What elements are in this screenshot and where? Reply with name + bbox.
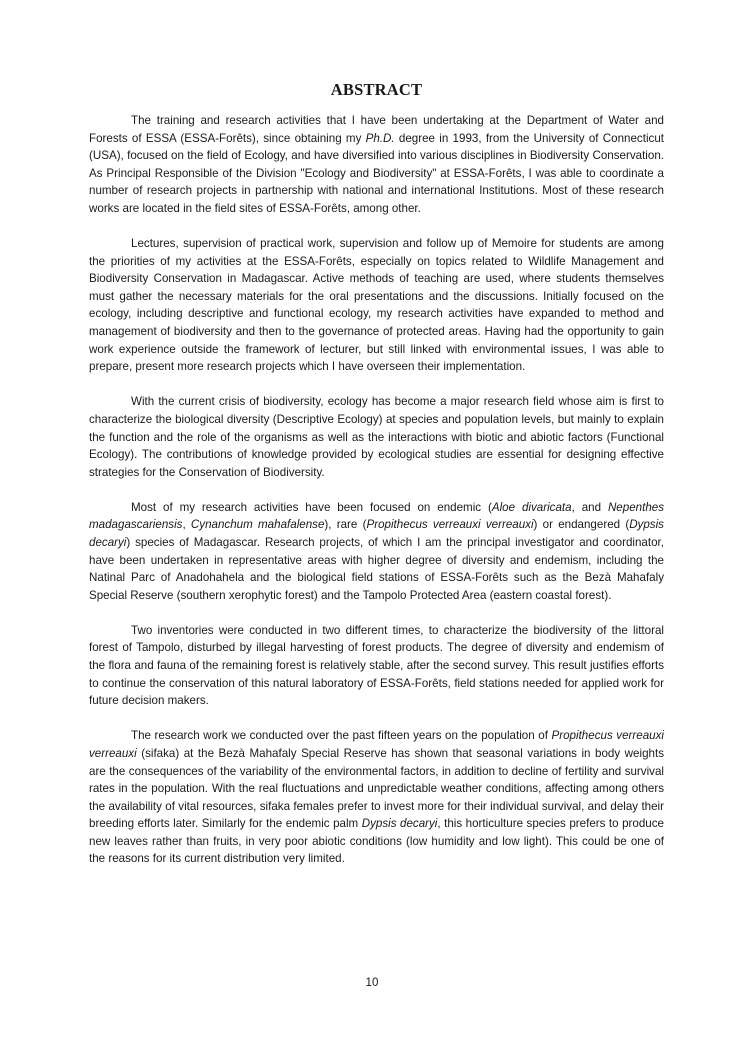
text-run: ) or endangered ( [533,518,630,532]
abstract-paragraph [89,499,664,605]
abstract-paragraph [89,727,664,868]
text-run: Two inventories were conducted in two different times, to characterize the biodiversity of the littoral forest of Tampolo, disturbed by illegal harvesting of forest products. The degree of diversity and endemism of the flora and fauna of the remaining forest is relatively stable, after the second survey. This result justifies efforts to continue the conservation of this natural laboratory of ESSA-Forêts, field stations needed for applied work for future decision makers. [89,623,664,708]
abstract-paragraph [89,235,664,376]
text-run: The training and research activities that I have been undertaking at the Department of Water and Forests of ESSA (ESSA-Forêts), since obtaining my [89,114,664,145]
italic-text: Propithecus verreauxi verreauxi [89,729,664,760]
abstract-paragraph [89,622,664,710]
text-run: ) species of Madagascar. Research projects, of which I am the principal investigator and coordinator, have been undertaken in representative areas with higher degree of diversity and endemism, including the Natinal Parc of Anadohahela and the biological field stations of ESSA-Forêts such as the Bezà Mahafaly Special Reserve (southern xerophytic forest) and the Tampolo Protected Area (eastern coastal forest). [89,535,664,602]
document-page [89,80,664,886]
text-run: ), rare ( [324,518,367,532]
abstract-paragraph [89,393,664,481]
italic-text: Dypsis decaryi [89,518,664,549]
page-number: 10 [365,976,379,989]
text-run: With the current crisis of biodiversity, ecology has become a major research field whose aim is first to characterize the biological diversity (Descriptive Ecology) at species and population levels, but mainly to explain the function and the role of the organisms as well as the interactions with biotic and abiotic factors (Functional Ecology). The contributions of knowledge provided by ecological studies are essential for designing effective strategies for the Conservation of Biodiversity. [89,395,664,479]
abstract-body [89,112,664,868]
italic-text: Propithecus verreauxi verreauxi [366,518,534,532]
text-run: , and [571,500,608,514]
abstract-paragraph [89,112,664,218]
text-run: , this horticulture species prefers to produce new leaves rather than fruits, in very poor abiotic conditions (low humidity and low light). This could be one of the reasons for its current distribution very limited. [89,817,664,866]
italic-text: Dypsis decaryi [361,817,438,831]
text-run: Lectures, supervision of practical work, supervision and follow up of Memoire for students are among the priorities of my activities at the ESSA-Forêts, especially on topics related to Wildlife Management and Biodiversity Conservation in Madagascar. Active methods of teaching are used, where students themselves must gather the necessary materials for the oral presentations and the discussions. Initially focused on the ecology, including descriptive and functional ecology, my research activities have expanded to method and management of biodiversity and then to the governance of protected areas. Having had the opportunity to gain work experience outside the framework of lecturer, but still linked with environmental issues, I was able to prepare, present more research projects which I have overseen their implementation. [89,237,664,374]
italic-text: Aloe divaricata [491,500,572,514]
italic-text: Cynanchum mahafalense [190,518,325,532]
text-run: The research work we conducted over the past fifteen years on the population of [131,729,552,743]
page-title: ABSTRACT [330,80,423,99]
italic-text: Nepenthes madagascariensis [89,500,665,532]
text-run: , [182,518,191,532]
text-run: (sifaka) at the Bezà Mahafaly Special Reserve has shown that seasonal variations in body weights are the consequences of the variability of the environmental factors, in addition to decline of fertility and survival rates in the population. With the real fluctuations and unpredictable weather conditions, affecting among others the availability of vital resources, sifaka females prefer to invest more for their individual survival, and delay their breeding efforts later. Similarly for the endemic palm [89,746,664,831]
text-run: Most of my research activities have been focused on endemic ( [131,500,492,514]
text-run: degree in 1993, from the University of Connecticut (USA), focused on the field of Ecology, and have diversified into various disciplines in Biodiversity Conservation. As Principal Responsible of the Division "Ecology and Biodiversity" at ESSA-Forêts, I was able to coordinate a number of research projects in partnership with national and international Institutions. Most of these research works are located in the field sites of ESSA-Forêts, among other. [89,131,664,215]
italic-text: Ph.D. [365,131,395,145]
